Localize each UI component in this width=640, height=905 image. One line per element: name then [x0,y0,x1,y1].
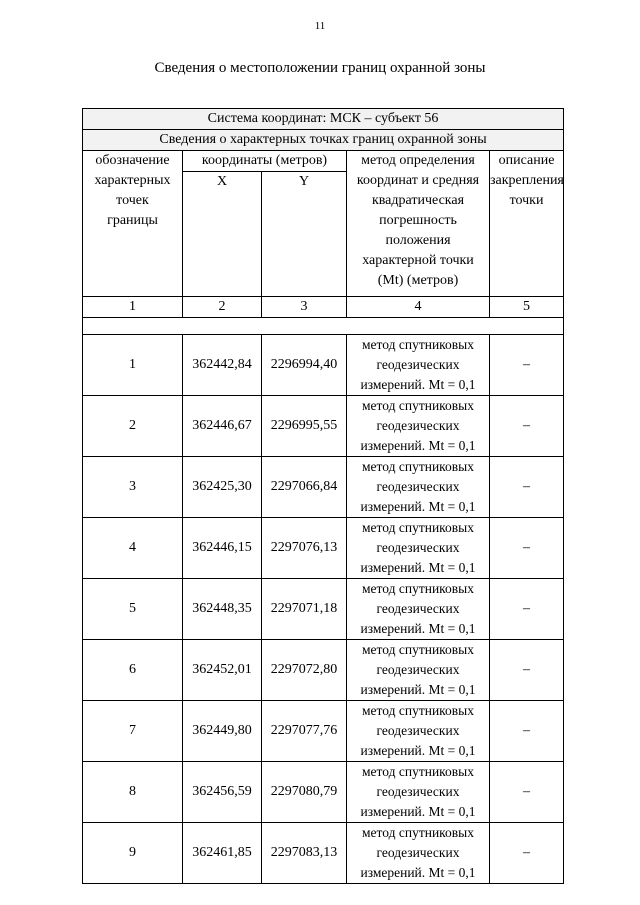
coordinate-y: 2297080,79 [262,762,347,823]
point-number: 4 [83,518,183,579]
coordinate-x: 362446,67 [183,396,262,457]
x-header: X [183,172,262,297]
method-line: метод спутниковых [362,642,474,657]
method-cell [347,640,490,701]
point-number: 1 [83,335,183,396]
header-line: точек [116,193,149,208]
designation-header [83,151,183,297]
header-line: обозначение [95,153,170,168]
header-line: погрешность [379,213,457,228]
method-line: метод спутниковых [362,459,474,474]
column-number: 3 [262,297,347,318]
method-cell [347,518,490,579]
method-line: геодезических [376,357,460,372]
table-row [83,335,564,396]
coordinate-x: 362442,84 [183,335,262,396]
method-line: метод спутниковых [362,398,474,413]
coordinate-y: 2297076,13 [262,518,347,579]
method-line: геодезических [376,479,460,494]
table-row [83,457,564,518]
header-line: закрепления [490,173,564,188]
coordinate-x: 362425,30 [183,457,262,518]
coordinate-x: 362449,80 [183,701,262,762]
method-line: метод спутниковых [362,825,474,840]
header-line: координат и средняя [356,173,480,188]
method-line: метод спутниковых [362,764,474,779]
method-line: геодезических [376,540,460,555]
section-header: Сведения о характерных точках границ охранной зоны [83,130,564,151]
header-line: характерных [94,173,171,188]
method-line: метод спутниковых [362,703,474,718]
header-line: квадратическая [371,193,465,208]
page-number: 11 [314,20,326,32]
coordinates-header: координаты (метров) [183,151,347,172]
header-line: положения [385,233,451,248]
method-line: измерений. Mt = 0,1 [360,438,476,453]
method-line: геодезических [376,845,460,860]
header-line: описание [498,153,555,168]
header-line: метод определения [361,153,475,168]
empty-cell [83,318,564,335]
coordinate-system-header: Система координат: МСК – субъект 56 [83,109,564,130]
point-number: 3 [83,457,183,518]
method-line: измерений. Mt = 0,1 [360,865,476,880]
point-number: 9 [83,823,183,884]
y-header: Y [262,172,347,297]
method-line: измерений. Mt = 0,1 [360,743,476,758]
boundary-points-table [82,108,564,884]
coordinate-y: 2296994,40 [262,335,347,396]
table-row [83,518,564,579]
header-line: точки [509,193,544,208]
point-number: 7 [83,701,183,762]
method-cell [347,579,490,640]
table-row [83,823,564,884]
method-line: измерений. Mt = 0,1 [360,804,476,819]
coordinate-y: 2297077,76 [262,701,347,762]
fixing-description: – [490,640,564,701]
method-line: метод спутниковых [362,581,474,596]
method-line: измерений. Mt = 0,1 [360,560,476,575]
table-row [83,640,564,701]
point-number: 2 [83,396,183,457]
table-rows [83,335,564,884]
method-line: метод спутниковых [362,520,474,535]
coordinate-x: 362446,15 [183,518,262,579]
fixing-description: – [490,762,564,823]
point-number: 5 [83,579,183,640]
method-line: геодезических [376,418,460,433]
document-title: Сведения о местоположении границ охранной зоны [154,60,486,76]
coordinate-y: 2297072,80 [262,640,347,701]
coordinate-y: 2297066,84 [262,457,347,518]
fixing-description: – [490,701,564,762]
method-cell [347,762,490,823]
fixing-description: – [490,823,564,884]
method-line: измерений. Mt = 0,1 [360,499,476,514]
method-cell [347,335,490,396]
column-number: 1 [83,297,183,318]
column-number: 5 [490,297,564,318]
method-cell [347,396,490,457]
point-number: 8 [83,762,183,823]
coordinate-x: 362456,59 [183,762,262,823]
table-row [83,396,564,457]
coordinate-y: 2296995,55 [262,396,347,457]
method-cell [347,701,490,762]
table-row [83,762,564,823]
table-row [83,701,564,762]
point-number: 6 [83,640,183,701]
coordinate-x: 362461,85 [183,823,262,884]
method-line: измерений. Mt = 0,1 [360,377,476,392]
method-line: геодезических [376,784,460,799]
table-row [83,579,564,640]
column-number: 4 [347,297,490,318]
column-number-row [83,297,564,318]
method-header [347,151,490,297]
method-cell [347,457,490,518]
fixing-description: – [490,518,564,579]
header-line: (Mt) (метров) [377,273,459,288]
method-line: метод спутниковых [362,337,474,352]
fixing-description: – [490,396,564,457]
fixing-description: – [490,335,564,396]
header-line: характерной точки [362,253,474,268]
fixing-description: – [490,579,564,640]
coordinate-x: 362448,35 [183,579,262,640]
method-line: измерений. Mt = 0,1 [360,621,476,636]
method-line: измерений. Mt = 0,1 [360,682,476,697]
method-line: геодезических [376,662,460,677]
header-line: границы [107,213,158,228]
coordinate-x: 362452,01 [183,640,262,701]
method-line: геодезических [376,723,460,738]
empty-row [83,318,564,335]
description-header [490,151,564,297]
fixing-description: – [490,457,564,518]
method-line: геодезических [376,601,460,616]
coordinate-y: 2297083,13 [262,823,347,884]
method-cell [347,823,490,884]
column-number: 2 [183,297,262,318]
coordinate-y: 2297071,18 [262,579,347,640]
